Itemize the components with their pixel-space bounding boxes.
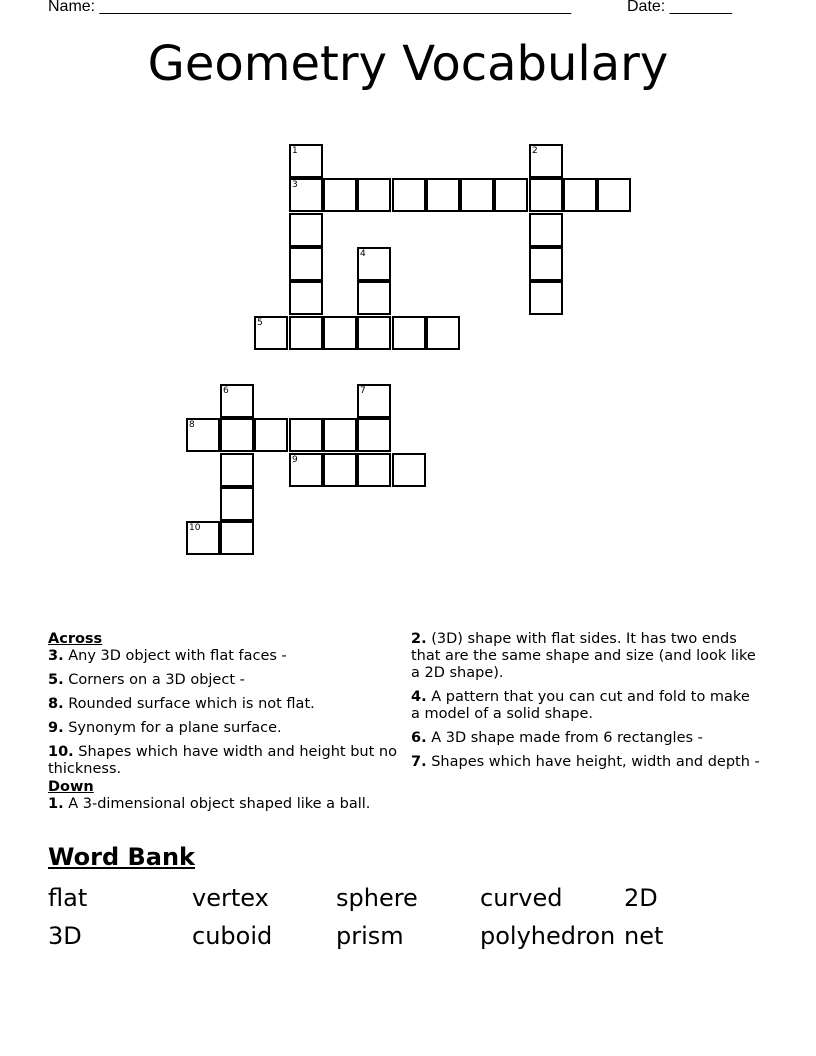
clue-number: 10. [48,744,74,760]
clues-left-column [48,631,400,820]
crossword-cell[interactable] [357,316,391,350]
name-field[interactable]: Name: _____________________________________________________ [48,0,572,15]
cell-number: 4 [360,249,366,259]
cell-number: 3 [292,180,298,190]
crossword-cell[interactable] [289,247,323,281]
clue [411,631,763,682]
crossword-cell[interactable] [186,418,220,452]
clue [411,730,763,747]
clue-number: 6. [411,730,427,746]
clue [411,689,763,723]
down-clue-list [48,796,400,813]
clue-number: 5. [48,672,64,688]
across-heading: Across [48,631,103,647]
clue-text: A 3D shape made from 6 rectangles - [426,730,703,746]
clue-number: 4. [411,689,427,705]
crossword-cell[interactable] [597,178,631,212]
word-bank-item: cuboid [192,922,273,950]
crossword-cell[interactable] [323,178,357,212]
cell-number: 10 [189,523,201,533]
crossword-cell[interactable] [186,521,220,555]
word-bank-title: Word Bank [48,843,196,871]
across-clue-list [48,648,400,778]
clue-text: Corners on a 3D object - [63,672,245,688]
crossword-cell[interactable] [289,213,323,247]
crossword-cell[interactable] [357,453,391,487]
cell-number: 1 [292,146,298,156]
word-bank-item: prism [336,922,404,950]
clue-text: Shapes which have width and height but no thickness. [48,744,397,777]
clue-text: A 3-dimensional object shaped like a ball. [63,796,371,812]
crossword-cell[interactable] [220,384,254,418]
crossword-cell[interactable] [357,281,391,315]
crossword-cell[interactable] [494,178,528,212]
crossword-cell[interactable] [357,384,391,418]
word-bank-item: flat [48,884,88,912]
crossword-cell[interactable] [220,418,254,452]
cell-number: 6 [223,386,229,396]
word-bank-item: vertex [192,884,269,912]
clue [48,796,400,813]
crossword-cell[interactable] [289,144,323,178]
down-clue-list-continued [411,631,763,771]
cell-number: 8 [189,420,195,430]
cell-number: 9 [292,455,298,465]
clue-text: Synonym for a plane surface. [63,720,282,736]
crossword-cell[interactable] [426,178,460,212]
crossword-cell[interactable] [289,281,323,315]
crossword-cell[interactable] [254,316,288,350]
crossword-cell[interactable] [220,521,254,555]
crossword-cell[interactable] [529,213,563,247]
clue-number: 2. [411,631,427,647]
clue-number: 8. [48,696,64,712]
crossword-cell[interactable] [563,178,597,212]
clue [411,754,763,771]
crossword-cell[interactable] [289,178,323,212]
clue [48,696,400,713]
clue-number: 3. [48,648,64,664]
clue-text: (3D) shape with flat sides. It has two ends that are the same shape and size (and look like a 2D shape). [411,631,756,681]
clue [48,672,400,689]
clue-text: Shapes which have height, width and depth - [426,754,760,770]
clue-number: 7. [411,754,427,770]
cell-number: 5 [257,318,263,328]
crossword-cell[interactable] [392,453,426,487]
crossword-cell[interactable] [323,453,357,487]
crossword-cell[interactable] [357,418,391,452]
crossword-cell[interactable] [220,487,254,521]
crossword-cell[interactable] [254,418,288,452]
word-bank-item: 2D [624,884,658,912]
crossword-cell[interactable] [357,247,391,281]
crossword-cell[interactable] [289,453,323,487]
crossword-cell[interactable] [392,316,426,350]
down-heading: Down [48,779,94,795]
word-bank-item: curved [480,884,563,912]
crossword-cell[interactable] [529,144,563,178]
clues-right-column [411,631,763,778]
clue [48,744,400,778]
crossword-cell[interactable] [357,178,391,212]
clue-text: Any 3D object with flat faces - [63,648,287,664]
cell-number: 7 [360,386,366,396]
date-field[interactable]: Date: _______ [627,0,732,15]
crossword-cell[interactable] [289,316,323,350]
page-title: Geometry Vocabulary [147,36,669,92]
crossword-cell[interactable] [289,418,323,452]
crossword-cell[interactable] [460,178,494,212]
crossword-cell[interactable] [323,316,357,350]
clue-text: A pattern that you can cut and fold to make a model of a solid shape. [411,689,750,722]
crossword-cell[interactable] [220,453,254,487]
clue [48,648,400,665]
clue-text: Rounded surface which is not flat. [63,696,315,712]
crossword-cell[interactable] [529,247,563,281]
cell-number: 2 [532,146,538,156]
crossword-cell[interactable] [529,178,563,212]
clue-number: 9. [48,720,64,736]
clue-number: 1. [48,796,64,812]
crossword-cell[interactable] [426,316,460,350]
crossword-cell[interactable] [392,178,426,212]
crossword-cell[interactable] [323,418,357,452]
word-bank-item: polyhedron [480,922,616,950]
word-bank-item: sphere [336,884,418,912]
word-bank-item: net [624,922,664,950]
clue [48,720,400,737]
word-bank-item: 3D [48,922,82,950]
crossword-cell[interactable] [529,281,563,315]
